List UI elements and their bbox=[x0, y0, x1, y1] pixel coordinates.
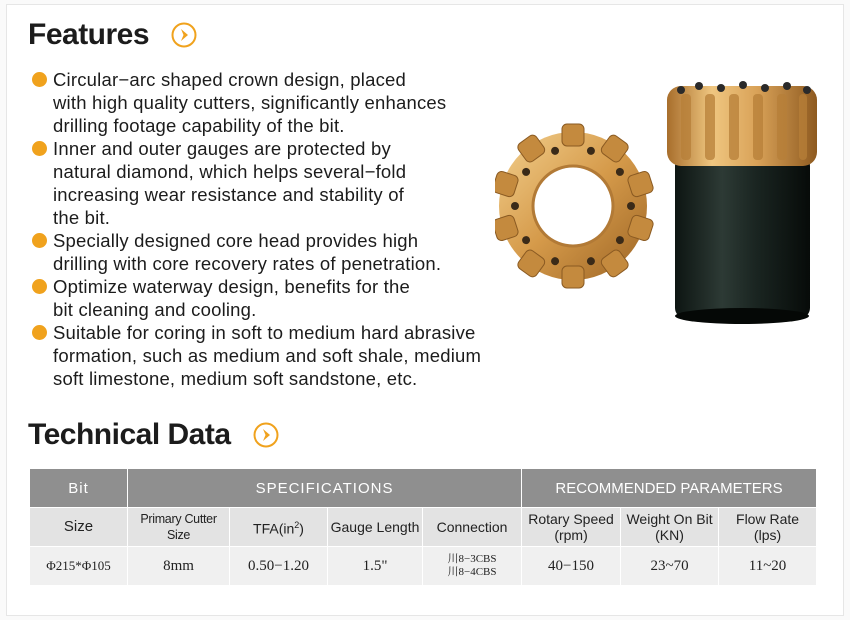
subheader-size: Size bbox=[30, 508, 128, 547]
technical-data-table bbox=[29, 468, 817, 586]
cell-tfa: 0.50−1.20 bbox=[230, 547, 328, 586]
header-specifications: SPECIFICATIONS bbox=[128, 469, 522, 508]
tfa-label: TFA(in bbox=[253, 520, 295, 537]
technical-data-title: Technical Data bbox=[28, 418, 231, 451]
cell-size: Φ215*Φ105 bbox=[30, 547, 128, 586]
tfa-suffix: ) bbox=[299, 520, 304, 537]
bullet-dot-icon bbox=[32, 233, 47, 248]
cell-rotary-speed: 40−150 bbox=[522, 547, 621, 586]
arrow-circle-right-icon[interactable] bbox=[171, 22, 197, 48]
cell-gauge-length: 1.5" bbox=[328, 547, 423, 586]
feature-text: Inner and outer gauges are protected by natural diamond, which helps several−fold increasing wear resistance and stability of the bit. bbox=[53, 138, 407, 228]
subheader-weight-on-bit bbox=[621, 508, 719, 547]
connection-line-1: 川8−3CBS bbox=[447, 553, 497, 565]
weight-on-bit-label: Weight On Bit bbox=[626, 511, 713, 527]
feature-text: Suitable for coring in soft to medium hard abrasive formation, such as medium and soft shale, medium soft limestone, medium soft sandstone, etc. bbox=[53, 322, 482, 389]
technical-data-heading bbox=[28, 418, 279, 452]
rotary-speed-label: Rotary Speed bbox=[528, 511, 614, 527]
subheader-flow-rate bbox=[719, 508, 817, 547]
arrow-circle-right-icon[interactable] bbox=[253, 422, 279, 448]
feature-item bbox=[32, 137, 512, 229]
feature-item bbox=[32, 321, 512, 390]
bullet-dot-icon bbox=[32, 141, 47, 156]
feature-item bbox=[32, 68, 512, 137]
product-image bbox=[495, 78, 830, 328]
cell-primary-cutter-size: 8mm bbox=[128, 547, 230, 586]
subheader-primary-cutter-size: Primary Cutter Size bbox=[128, 508, 230, 547]
bullet-dot-icon bbox=[32, 325, 47, 340]
cell-weight-on-bit: 23~70 bbox=[621, 547, 719, 586]
features-list bbox=[32, 68, 512, 390]
subheader-rotary-speed bbox=[522, 508, 621, 547]
weight-on-bit-unit: (KN) bbox=[655, 527, 684, 543]
features-title: Features bbox=[28, 18, 150, 51]
feature-text: Specially designed core head provides high drilling with core recovery rates of penetration. bbox=[53, 230, 442, 274]
subheader-gauge-length: Gauge Length bbox=[328, 508, 423, 547]
table-subheader-row bbox=[30, 508, 817, 547]
bullet-dot-icon bbox=[32, 72, 47, 87]
flow-rate-label: Flow Rate bbox=[736, 511, 800, 527]
feature-text: Circular−arc shaped crown design, placed with high quality cutters, significantly enhances drilling footage capability of the bit. bbox=[53, 69, 447, 136]
rotary-speed-unit: (rpm) bbox=[554, 527, 588, 543]
header-bit: Bit bbox=[30, 469, 128, 508]
connection-line-2: 川8−4CBS bbox=[447, 566, 497, 578]
feature-item bbox=[32, 275, 512, 321]
header-recommended-parameters: RECOMMENDED PARAMETERS bbox=[522, 469, 817, 508]
features-heading bbox=[28, 18, 197, 52]
flow-rate-unit: (lps) bbox=[753, 527, 782, 543]
cell-flow-rate: 11~20 bbox=[719, 547, 817, 586]
subheader-tfa bbox=[230, 508, 328, 547]
feature-text: Optimize waterway design, benefits for the bit cleaning and cooling. bbox=[53, 276, 410, 320]
table-row bbox=[30, 547, 817, 586]
bit-side-view bbox=[667, 81, 817, 324]
subheader-connection: Connection bbox=[423, 508, 522, 547]
feature-item bbox=[32, 229, 512, 275]
table-header-row bbox=[30, 469, 817, 508]
tfa-superscript: 2 bbox=[294, 520, 300, 531]
cell-connection bbox=[423, 547, 522, 586]
bit-top-view bbox=[495, 124, 654, 288]
bullet-dot-icon bbox=[32, 279, 47, 294]
